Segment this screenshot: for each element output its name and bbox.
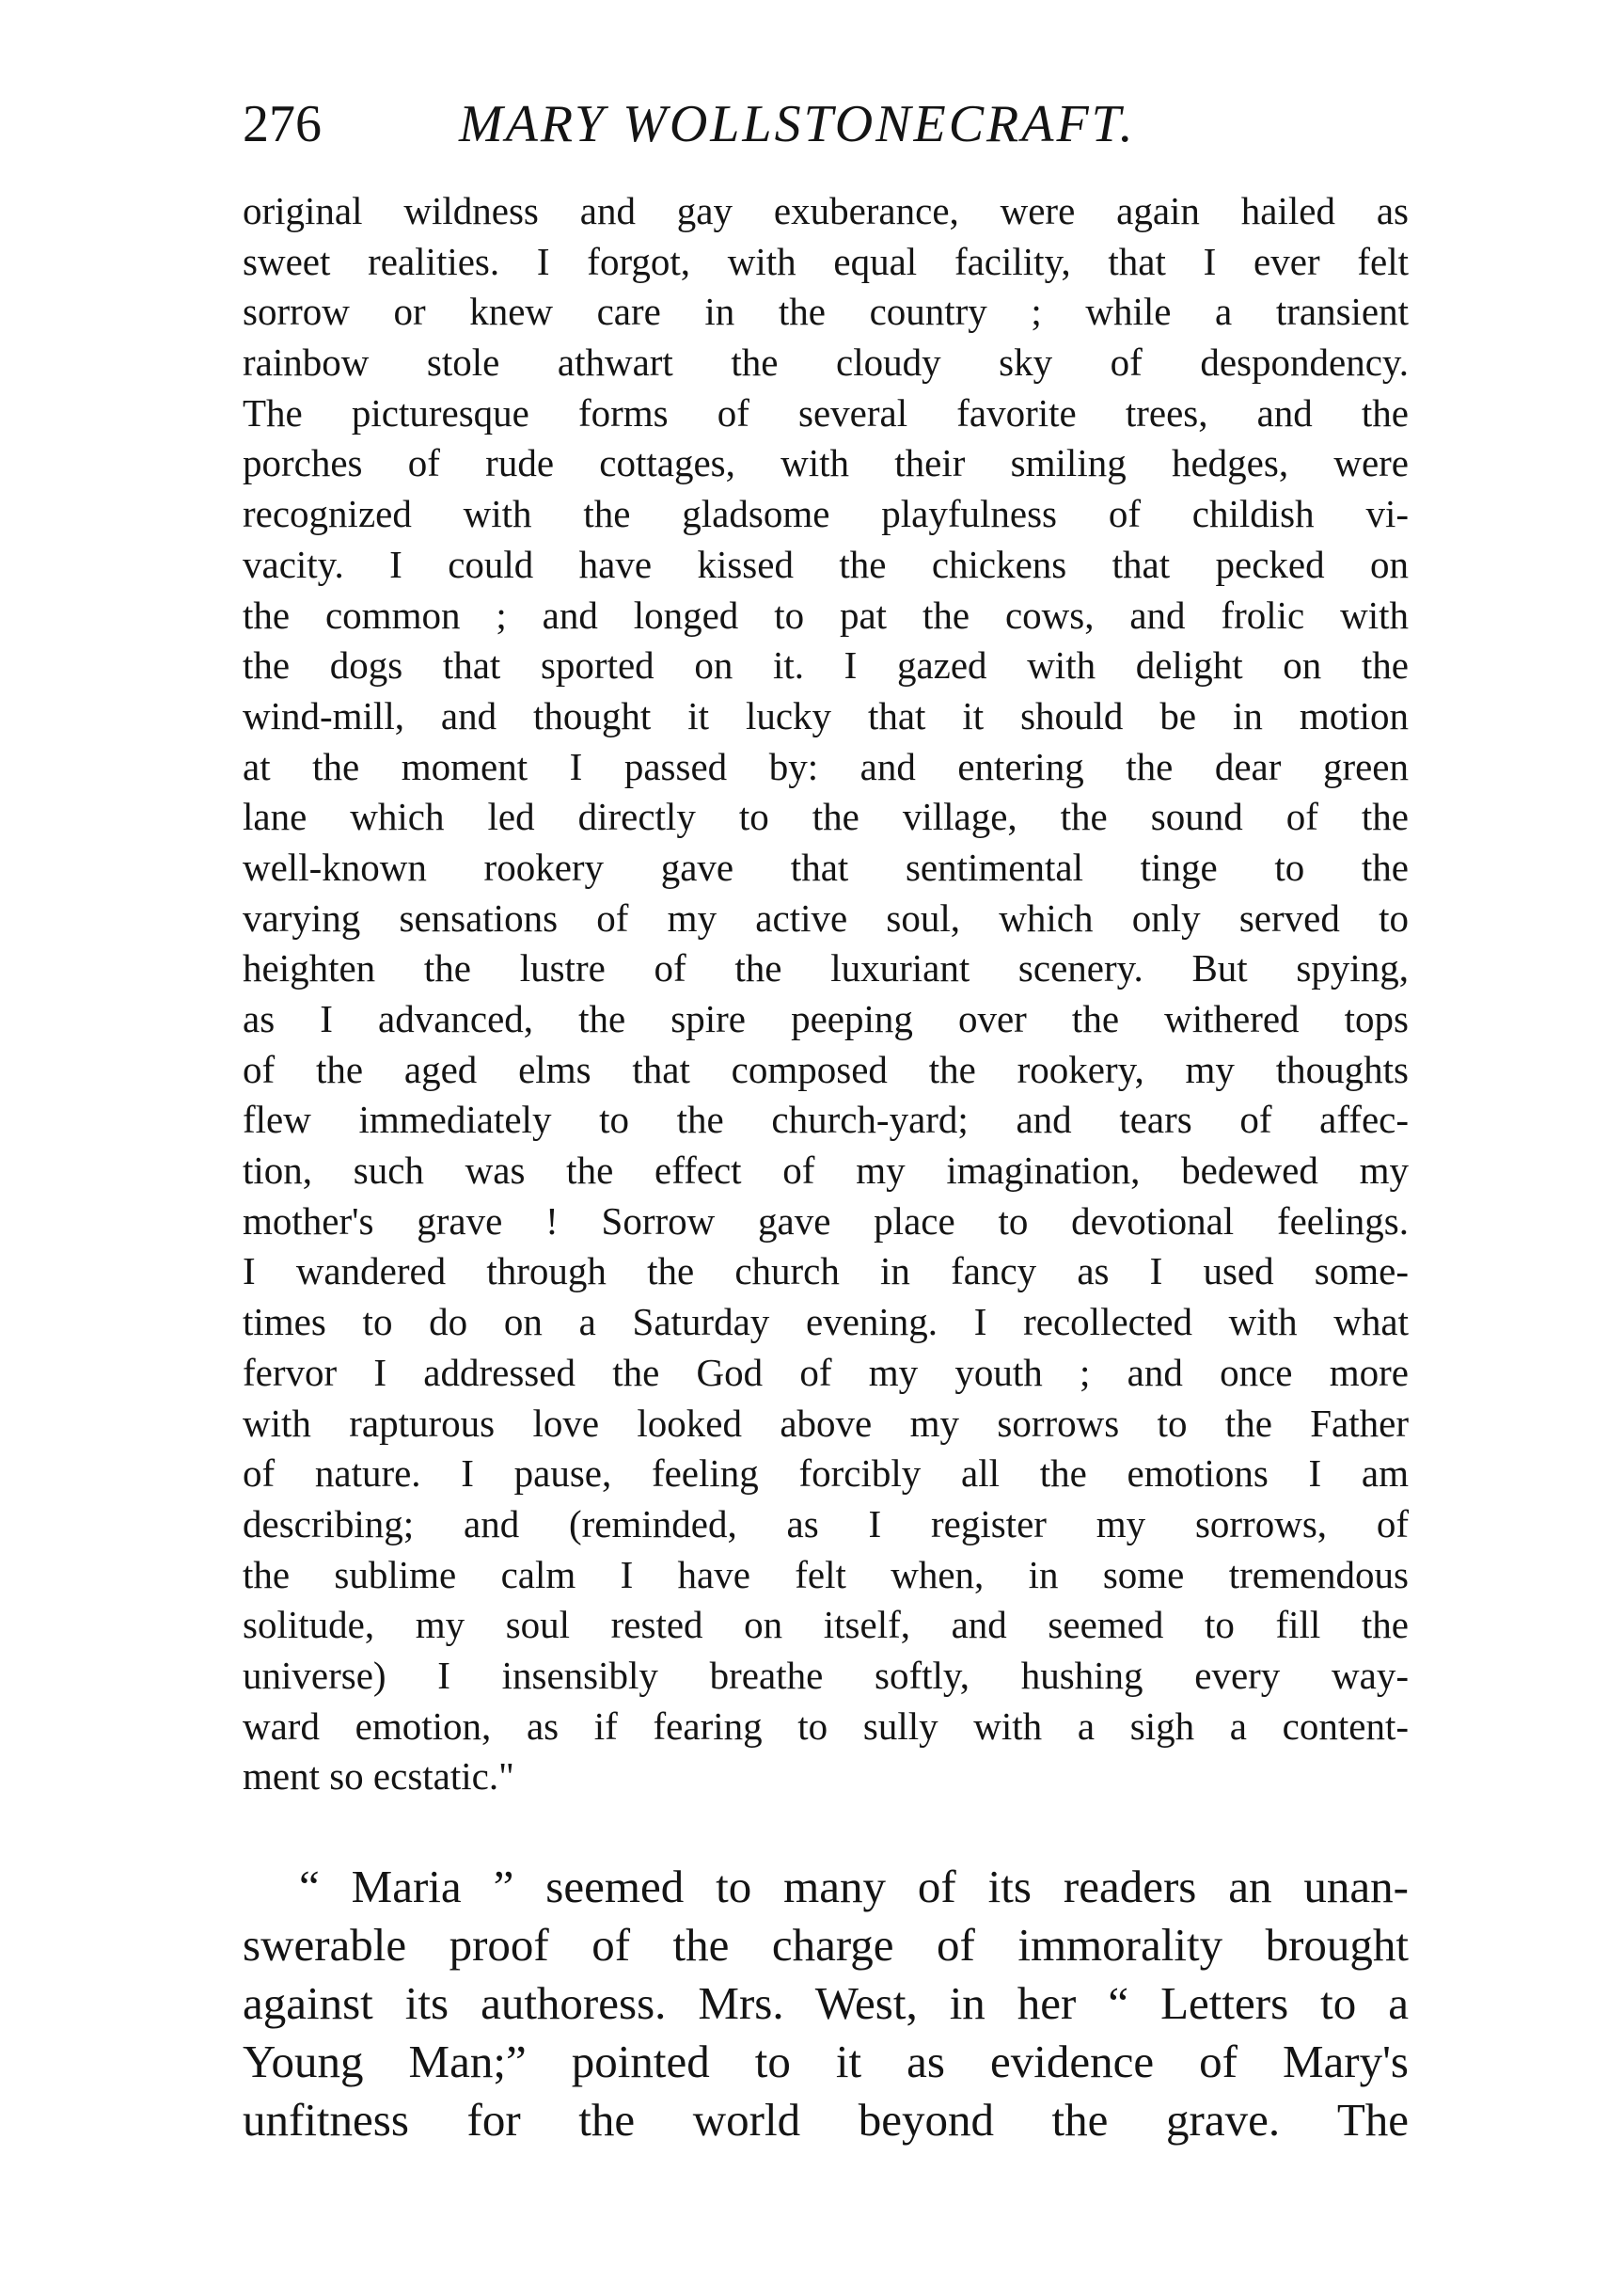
quote-line: rainbow stole athwart the cloudy sky of despondency.: [243, 341, 1409, 385]
running-title: MARY WOLLSTONECRAFT.: [459, 95, 1136, 153]
quote-line: varying sensations of my active soul, which only served to: [243, 895, 1409, 940]
quote-line: original wildness and gay exuberance, were again hailed as: [243, 189, 1409, 232]
body-line: Young Man;” pointed to it as evidence of Mary's: [243, 2036, 1409, 2087]
quote-line: ment so ecstatic.": [243, 1754, 514, 1799]
quote-line: the sublime calm I have felt when, in some tremendous: [243, 1552, 1409, 1596]
quote-line: as I advanced, the spire peeping over the withered tops: [243, 997, 1409, 1040]
quote-line: of nature. I pause, feeling forcibly all the emotions I am: [243, 1451, 1409, 1496]
body-line: “ Maria ” seemed to many of its readers an unan-: [299, 1861, 1409, 1912]
body-line: swerable proof of the charge of immorality brought: [243, 1919, 1409, 1971]
quoted-passage: [243, 186, 1409, 1802]
quote-line: solitude, my soul rested on itself, and seemed to fill the: [243, 1603, 1409, 1647]
quote-line: sorrow or knew care in the country ; while a transient: [243, 290, 1409, 334]
quote-line: universe) I insensibly breathe softly, hushing every way-: [243, 1653, 1409, 1697]
quote-line: describing; and (reminded, as I register my sorrows, of: [243, 1501, 1409, 1545]
quote-line: tion, such was the effect of my imagination, bedewed my: [243, 1149, 1409, 1193]
quote-line: heighten the lustre of the luxuriant scenery. But spying,: [243, 946, 1409, 990]
quote-line: times to do on a Saturday evening. I recollected with what: [243, 1300, 1409, 1344]
page-number: 276: [243, 95, 322, 153]
quote-line: with rapturous love looked above my sorrows to the Father: [243, 1401, 1409, 1445]
quote-line: mother's grave ! Sorrow gave place to devotional feelings.: [243, 1198, 1409, 1243]
running-head: [243, 87, 1409, 162]
quote-line: The picturesque forms of several favorite trees, and the: [243, 390, 1409, 435]
quote-line: vacity. I could have kissed the chickens that pecked on: [243, 542, 1409, 586]
quote-line: lane which led directly to the village, the sound of the: [243, 795, 1409, 839]
body-line: against its authoress. Mrs. West, in her “ Letters to a: [243, 1977, 1409, 2029]
quote-line: of the aged elms that composed the rookery, my thoughts: [243, 1047, 1409, 1091]
quote-line: fervor I addressed the God of my youth ; and once more: [243, 1350, 1409, 1394]
quote-line: I wandered through the church in fancy as I used some-: [243, 1249, 1409, 1293]
quote-line: sweet realities. I forgot, with equal facility, that I ever felt: [243, 239, 1409, 283]
quote-line: wind-mill, and thought it lucky that it should be in motion: [243, 693, 1409, 737]
quote-line: recognized with the gladsome playfulness of childish vi-: [243, 492, 1409, 536]
quote-line: at the moment I passed by: and entering the dear green: [243, 744, 1409, 788]
quote-line: porches of rude cottages, with their smiling hedges, were: [243, 441, 1409, 485]
quote-line: flew immediately to the church-yard; and tears of affec-: [243, 1098, 1409, 1142]
quote-line: well-known rookery gave that sentimental tinge to the: [243, 845, 1409, 889]
quote-line: ward emotion, as if fearing to sully with a sigh a content-: [243, 1704, 1409, 1748]
quote-line: the common ; and longed to pat the cows, and frolic with: [243, 593, 1409, 637]
body-paragraph: [243, 1858, 1409, 2149]
quote-line: the dogs that sported on it. I gazed with delight on the: [243, 643, 1409, 688]
body-line: unfitness for the world beyond the grave. The: [243, 2094, 1409, 2146]
